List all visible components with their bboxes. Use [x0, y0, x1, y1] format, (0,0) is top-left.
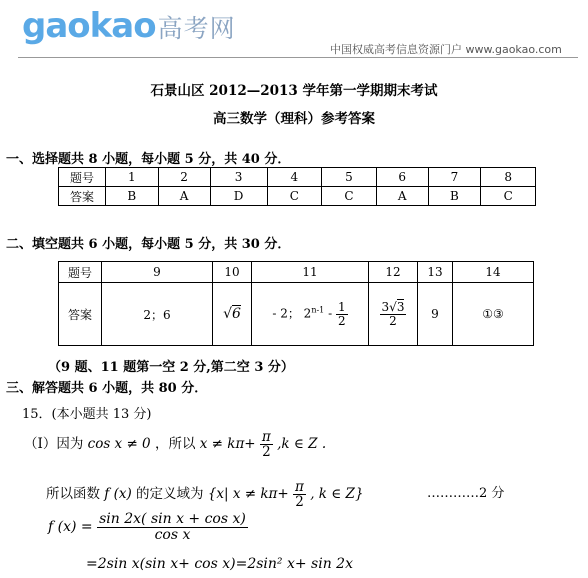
- fx-definition: [48, 512, 248, 542]
- row-answer-label: 答案: [59, 283, 102, 346]
- table-cell: 5: [322, 168, 377, 187]
- table-cell: 14: [453, 262, 534, 283]
- table-cell: 4: [267, 168, 322, 187]
- part1-so: ，所以: [154, 436, 196, 453]
- answer-11-exponent: n-1: [311, 305, 325, 315]
- table-cell: 2: [158, 168, 210, 187]
- table-cell: 7: [428, 168, 481, 187]
- domain-text2: 的定义域为: [136, 486, 204, 503]
- part1-kz: ,k ∈ Z .: [277, 436, 327, 453]
- table-cell: B: [428, 187, 481, 206]
- domain-kz: , k ∈ Z}: [310, 486, 364, 503]
- answer-11-fraction: $\frac{1}{2}$: [338, 299, 346, 328]
- section1-heading: 一、选择题共 8 小题，每小题 5 分，共 40 分．: [6, 152, 291, 167]
- table-row: [59, 283, 534, 346]
- table-cell: B: [106, 187, 159, 206]
- answer-12: [369, 283, 418, 346]
- domain-set: {x| x ≠ kπ+: [207, 486, 289, 503]
- fill-answer-table: [58, 261, 534, 346]
- domain-fx: f (x): [104, 486, 132, 503]
- doc-title: 石景山区 2012—2013 学年第一学期期末考试: [150, 83, 438, 99]
- logo-cn: 高考网: [157, 14, 236, 43]
- table-cell: C: [322, 187, 377, 206]
- table-cell: 9: [102, 262, 213, 283]
- table-row: [59, 168, 536, 187]
- answer-10: √6: [213, 283, 252, 346]
- table-row: [59, 262, 534, 283]
- table-cell: 8: [481, 168, 536, 187]
- portal-tagline: 中国权威高考信息资源门户 www.gaokao.com: [330, 43, 562, 56]
- fx-expansion: =2sin x(sin x+ cos x)=2sin² x+ sin 2x: [86, 556, 353, 572]
- domain-line: [46, 480, 364, 509]
- question-15-label: 15．(本小题共 13 分): [22, 407, 152, 422]
- answer-11-minus: -: [328, 306, 333, 321]
- part1-cos: cos x ≠ 0: [87, 436, 151, 453]
- part1-line: [24, 430, 326, 459]
- part1-text: （Ⅰ）因为: [24, 436, 84, 453]
- table-cell: 13: [418, 262, 453, 283]
- answer-11: [252, 283, 369, 346]
- table-row: [59, 187, 536, 206]
- answer-13: 9: [418, 283, 453, 346]
- section2-heading: 二、填空题共 6 小题，每小题 5 分，共 30 分．: [6, 237, 291, 252]
- row-answer-label: 答案: [59, 187, 106, 206]
- table-cell: A: [376, 187, 428, 206]
- table-cell: C: [267, 187, 322, 206]
- part1-pi-over-2: $\frac{\pi}{2}$: [261, 429, 271, 461]
- row-header-label: 题号: [59, 168, 106, 187]
- answer-9: 2；6: [102, 283, 213, 346]
- answer-14: ①③: [453, 283, 534, 346]
- header-divider: [18, 57, 578, 58]
- table-cell: D: [210, 187, 267, 206]
- table-cell: 6: [376, 168, 428, 187]
- logo-latin: gaokao: [22, 6, 156, 46]
- table-cell: C: [481, 187, 536, 206]
- row-header-label: 题号: [59, 262, 102, 283]
- table-cell: 12: [369, 262, 418, 283]
- table-cell: A: [158, 187, 210, 206]
- domain-pi-over-2: $\frac{\pi}{2}$: [295, 479, 304, 511]
- gaokao-logo[interactable]: [22, 6, 236, 46]
- part1-x: x ≠ kπ+: [199, 436, 256, 453]
- table-cell: 3: [210, 168, 267, 187]
- table-cell: 11: [252, 262, 369, 283]
- fx-fraction: $\frac{\text{sin 2x( sin x + cos x)}}{\text{cos x}}$: [99, 511, 246, 543]
- answer-11-prefix: - 2； 2: [272, 306, 312, 321]
- section3-heading: 三、解答题共 6 小题，共 80 分．: [6, 381, 208, 396]
- score-mark: …………2 分: [427, 486, 505, 501]
- answer-12-fraction: $\frac{3√3}{2}$: [381, 299, 405, 328]
- section2-note: （9 题、11 题第一空 2 分,第二空 3 分）: [48, 360, 294, 375]
- domain-text: 所以函数: [46, 486, 100, 503]
- table-cell: 10: [213, 262, 252, 283]
- doc-subtitle: 高三数学（理科）参考答案: [213, 111, 375, 127]
- fx-lhs: f (x) =: [48, 519, 93, 536]
- table-cell: 1: [106, 168, 159, 187]
- answer-10-radicand: 6: [232, 306, 241, 322]
- choice-answer-table: [58, 167, 536, 206]
